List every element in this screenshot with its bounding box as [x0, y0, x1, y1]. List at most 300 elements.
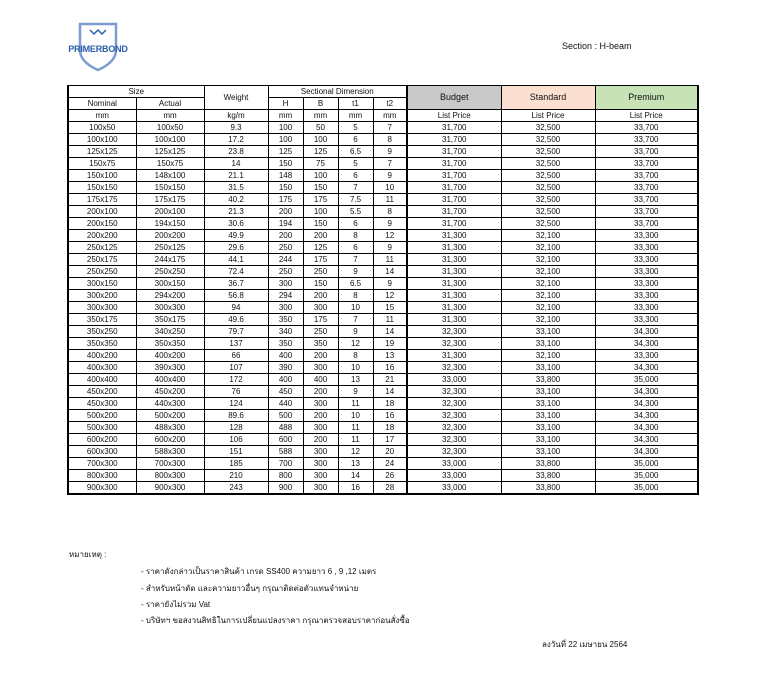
standard-header: Standard — [501, 86, 595, 110]
cell-b: 300 — [303, 482, 338, 495]
cell-b: 250 — [303, 326, 338, 338]
cell-budget: 31,700 — [407, 170, 501, 182]
cell-b: 125 — [303, 146, 338, 158]
table-row — [68, 122, 698, 134]
budget-header: Budget — [407, 86, 501, 110]
cell-standard: 33,100 — [501, 338, 595, 350]
table-row — [68, 482, 698, 495]
sectional-header: Sectional Dimension — [268, 86, 407, 98]
cell-h: 194 — [268, 218, 303, 230]
cell-premium: 33,700 — [595, 218, 698, 230]
cell-t1: 6.5 — [338, 278, 373, 290]
cell-premium: 33,300 — [595, 302, 698, 314]
cell-actual: 450x200 — [136, 386, 204, 398]
cell-premium: 35,000 — [595, 482, 698, 495]
unit-premium: List Price — [595, 110, 698, 122]
cell-h: 900 — [268, 482, 303, 495]
cell-budget: 31,300 — [407, 254, 501, 266]
cell-actual: 500x200 — [136, 410, 204, 422]
cell-budget: 31,700 — [407, 158, 501, 170]
cell-b: 200 — [303, 290, 338, 302]
cell-nominal: 800x300 — [68, 470, 136, 482]
units-row — [68, 110, 698, 122]
cell-t1: 12 — [338, 446, 373, 458]
cell-weight: 17.2 — [204, 134, 268, 146]
h-header: H — [268, 98, 303, 110]
cell-weight: 40.2 — [204, 194, 268, 206]
cell-h: 200 — [268, 206, 303, 218]
cell-premium: 34,300 — [595, 410, 698, 422]
cell-premium: 33,700 — [595, 146, 698, 158]
cell-premium: 33,700 — [595, 122, 698, 134]
cell-b: 150 — [303, 182, 338, 194]
cell-nominal: 500x300 — [68, 422, 136, 434]
cell-standard: 32,100 — [501, 350, 595, 362]
cell-t1: 6 — [338, 134, 373, 146]
cell-actual: 390x300 — [136, 362, 204, 374]
cell-actual: 350x175 — [136, 314, 204, 326]
cell-standard: 33,100 — [501, 386, 595, 398]
cell-budget: 31,700 — [407, 146, 501, 158]
cell-h: 150 — [268, 158, 303, 170]
cell-premium: 33,700 — [595, 194, 698, 206]
cell-t1: 6.5 — [338, 146, 373, 158]
cell-t2: 13 — [373, 350, 407, 362]
cell-weight: 106 — [204, 434, 268, 446]
unit-standard: List Price — [501, 110, 595, 122]
table-row — [68, 182, 698, 194]
cell-premium: 34,300 — [595, 446, 698, 458]
note-item: - สำหรับหน้าตัด และความยาวอื่นๆ กรุณาติดต่อตัวแทนจำหน่าย — [141, 584, 359, 593]
cell-premium: 33,700 — [595, 134, 698, 146]
cell-standard: 33,100 — [501, 410, 595, 422]
cell-b: 200 — [303, 350, 338, 362]
cell-t2: 26 — [373, 470, 407, 482]
cell-nominal: 250x250 — [68, 266, 136, 278]
cell-weight: 21.1 — [204, 170, 268, 182]
cell-standard: 32,100 — [501, 290, 595, 302]
logo-text: PRIMERBOND — [68, 44, 128, 54]
cell-standard: 33,100 — [501, 446, 595, 458]
table-row — [68, 362, 698, 374]
company-logo — [66, 20, 130, 72]
cell-actual: 200x100 — [136, 206, 204, 218]
cell-standard: 32,500 — [501, 218, 595, 230]
cell-standard: 32,500 — [501, 122, 595, 134]
note-item: - ราคายังไม่รวม Vat — [141, 600, 211, 609]
cell-nominal: 900x300 — [68, 482, 136, 495]
cell-nominal: 250x125 — [68, 242, 136, 254]
cell-premium: 33,300 — [595, 290, 698, 302]
cell-premium: 33,300 — [595, 266, 698, 278]
cell-t2: 9 — [373, 170, 407, 182]
cell-t1: 9 — [338, 266, 373, 278]
cell-t2: 18 — [373, 398, 407, 410]
cell-budget: 31,300 — [407, 302, 501, 314]
cell-nominal: 350x250 — [68, 326, 136, 338]
cell-t1: 8 — [338, 350, 373, 362]
cell-h: 100 — [268, 134, 303, 146]
cell-actual: 300x300 — [136, 302, 204, 314]
cell-standard: 33,100 — [501, 326, 595, 338]
notes-heading: หมายเหตุ : — [69, 550, 107, 559]
cell-weight: 31.5 — [204, 182, 268, 194]
cell-t2: 21 — [373, 374, 407, 386]
cell-actual: 300x150 — [136, 278, 204, 290]
cell-t2: 11 — [373, 314, 407, 326]
cell-t2: 11 — [373, 254, 407, 266]
cell-t2: 7 — [373, 158, 407, 170]
cell-standard: 33,800 — [501, 374, 595, 386]
table-row — [68, 278, 698, 290]
cell-t1: 14 — [338, 470, 373, 482]
cell-actual: 250x250 — [136, 266, 204, 278]
cell-actual: 175x175 — [136, 194, 204, 206]
unit-t1: mm — [338, 110, 373, 122]
cell-b: 100 — [303, 134, 338, 146]
cell-b: 300 — [303, 470, 338, 482]
cell-budget: 31,300 — [407, 266, 501, 278]
cell-nominal: 150x100 — [68, 170, 136, 182]
cell-b: 175 — [303, 254, 338, 266]
cell-nominal: 300x300 — [68, 302, 136, 314]
cell-actual: 200x200 — [136, 230, 204, 242]
table-row — [68, 470, 698, 482]
cell-nominal: 200x150 — [68, 218, 136, 230]
cell-standard: 33,800 — [501, 458, 595, 470]
cell-b: 300 — [303, 458, 338, 470]
cell-b: 150 — [303, 278, 338, 290]
cell-b: 150 — [303, 218, 338, 230]
cell-weight: 9.3 — [204, 122, 268, 134]
table-row — [68, 170, 698, 182]
table-row — [68, 314, 698, 326]
cell-h: 250 — [268, 242, 303, 254]
price-table-body — [68, 122, 698, 495]
cell-standard: 32,500 — [501, 146, 595, 158]
cell-t2: 28 — [373, 482, 407, 495]
cell-b: 250 — [303, 266, 338, 278]
cell-t2: 8 — [373, 206, 407, 218]
cell-b: 300 — [303, 302, 338, 314]
cell-b: 175 — [303, 194, 338, 206]
cell-t2: 10 — [373, 182, 407, 194]
cell-premium: 34,300 — [595, 386, 698, 398]
cell-standard: 32,100 — [501, 302, 595, 314]
cell-nominal: 450x200 — [68, 386, 136, 398]
cell-t2: 15 — [373, 302, 407, 314]
cell-premium: 35,000 — [595, 470, 698, 482]
cell-weight: 29.6 — [204, 242, 268, 254]
cell-t2: 16 — [373, 362, 407, 374]
table-row — [68, 134, 698, 146]
table-row — [68, 254, 698, 266]
cell-h: 488 — [268, 422, 303, 434]
cell-weight: 79.7 — [204, 326, 268, 338]
cell-budget: 31,300 — [407, 230, 501, 242]
cell-weight: 243 — [204, 482, 268, 495]
cell-standard: 32,500 — [501, 170, 595, 182]
cell-premium: 33,700 — [595, 182, 698, 194]
cell-weight: 23.8 — [204, 146, 268, 158]
cell-budget: 32,300 — [407, 398, 501, 410]
cell-weight: 49.9 — [204, 230, 268, 242]
cell-premium: 33,700 — [595, 170, 698, 182]
table-row — [68, 230, 698, 242]
cell-weight: 128 — [204, 422, 268, 434]
cell-t1: 8 — [338, 290, 373, 302]
cell-nominal: 175x175 — [68, 194, 136, 206]
cell-weight: 49.6 — [204, 314, 268, 326]
cell-actual: 150x150 — [136, 182, 204, 194]
cell-actual: 400x400 — [136, 374, 204, 386]
cell-h: 400 — [268, 350, 303, 362]
cell-actual: 350x350 — [136, 338, 204, 350]
cell-t2: 18 — [373, 422, 407, 434]
cell-b: 300 — [303, 398, 338, 410]
cell-h: 450 — [268, 386, 303, 398]
cell-weight: 56.8 — [204, 290, 268, 302]
table-row — [68, 302, 698, 314]
cell-t1: 7 — [338, 314, 373, 326]
table-row — [68, 266, 698, 278]
issue-date: ลงวันที่ 22 เมษายน 2564 — [542, 640, 628, 649]
cell-h: 390 — [268, 362, 303, 374]
cell-t2: 17 — [373, 434, 407, 446]
unit-budget: List Price — [407, 110, 501, 122]
cell-t1: 8 — [338, 230, 373, 242]
cell-standard: 32,100 — [501, 230, 595, 242]
cell-nominal: 350x350 — [68, 338, 136, 350]
cell-budget: 31,700 — [407, 206, 501, 218]
cell-t2: 14 — [373, 266, 407, 278]
table-row — [68, 410, 698, 422]
cell-budget: 31,300 — [407, 278, 501, 290]
cell-actual: 440x300 — [136, 398, 204, 410]
cell-premium: 33,300 — [595, 230, 698, 242]
cell-actual: 150x75 — [136, 158, 204, 170]
cell-nominal: 400x200 — [68, 350, 136, 362]
cell-h: 150 — [268, 182, 303, 194]
cell-t2: 12 — [373, 290, 407, 302]
cell-budget: 31,700 — [407, 218, 501, 230]
cell-nominal: 450x300 — [68, 398, 136, 410]
cell-premium: 33,300 — [595, 350, 698, 362]
size-header: Size — [68, 86, 204, 98]
cell-actual: 250x125 — [136, 242, 204, 254]
cell-b: 300 — [303, 446, 338, 458]
cell-premium: 34,300 — [595, 326, 698, 338]
unit-b: mm — [303, 110, 338, 122]
cell-weight: 21.3 — [204, 206, 268, 218]
cell-nominal: 600x300 — [68, 446, 136, 458]
cell-premium: 33,700 — [595, 158, 698, 170]
cell-weight: 89.6 — [204, 410, 268, 422]
cell-budget: 32,300 — [407, 410, 501, 422]
cell-h: 600 — [268, 434, 303, 446]
cell-standard: 33,100 — [501, 362, 595, 374]
cell-h: 350 — [268, 314, 303, 326]
cell-weight: 44.1 — [204, 254, 268, 266]
unit-actual: mm — [136, 110, 204, 122]
cell-b: 300 — [303, 422, 338, 434]
cell-premium: 34,300 — [595, 422, 698, 434]
actual-header: Actual — [136, 98, 204, 110]
cell-b: 200 — [303, 230, 338, 242]
cell-standard: 33,100 — [501, 398, 595, 410]
cell-weight: 72.4 — [204, 266, 268, 278]
cell-premium: 34,300 — [595, 398, 698, 410]
unit-weight: kg/m — [204, 110, 268, 122]
cell-t1: 7 — [338, 182, 373, 194]
cell-h: 100 — [268, 122, 303, 134]
cell-budget: 33,000 — [407, 470, 501, 482]
cell-nominal: 250x175 — [68, 254, 136, 266]
cell-standard: 32,500 — [501, 158, 595, 170]
cell-budget: 31,700 — [407, 134, 501, 146]
cell-t2: 24 — [373, 458, 407, 470]
price-table — [67, 85, 699, 495]
cell-actual: 294x200 — [136, 290, 204, 302]
cell-budget: 31,300 — [407, 350, 501, 362]
cell-standard: 33,100 — [501, 422, 595, 434]
table-row — [68, 374, 698, 386]
cell-t2: 20 — [373, 446, 407, 458]
cell-premium: 34,300 — [595, 338, 698, 350]
cell-standard: 32,100 — [501, 266, 595, 278]
cell-t1: 6 — [338, 170, 373, 182]
cell-weight: 94 — [204, 302, 268, 314]
cell-actual: 600x200 — [136, 434, 204, 446]
cell-h: 300 — [268, 302, 303, 314]
cell-b: 200 — [303, 434, 338, 446]
cell-h: 125 — [268, 146, 303, 158]
cell-t1: 11 — [338, 434, 373, 446]
cell-actual: 700x300 — [136, 458, 204, 470]
t2-header: t2 — [373, 98, 407, 110]
cell-b: 125 — [303, 242, 338, 254]
cell-h: 340 — [268, 326, 303, 338]
cell-standard: 32,500 — [501, 206, 595, 218]
cell-actual: 588x300 — [136, 446, 204, 458]
cell-budget: 33,000 — [407, 458, 501, 470]
cell-actual: 800x300 — [136, 470, 204, 482]
cell-standard: 32,100 — [501, 278, 595, 290]
cell-actual: 900x300 — [136, 482, 204, 495]
cell-nominal: 100x50 — [68, 122, 136, 134]
table-row — [68, 146, 698, 158]
cell-nominal: 500x200 — [68, 410, 136, 422]
cell-nominal: 300x200 — [68, 290, 136, 302]
table-row — [68, 422, 698, 434]
cell-h: 440 — [268, 398, 303, 410]
table-row — [68, 218, 698, 230]
cell-premium: 34,300 — [595, 434, 698, 446]
cell-premium: 33,300 — [595, 254, 698, 266]
cell-standard: 32,100 — [501, 254, 595, 266]
cell-h: 700 — [268, 458, 303, 470]
cell-t2: 14 — [373, 326, 407, 338]
cell-h: 250 — [268, 266, 303, 278]
cell-weight: 185 — [204, 458, 268, 470]
cell-nominal: 200x200 — [68, 230, 136, 242]
table-row — [68, 242, 698, 254]
cell-budget: 31,300 — [407, 290, 501, 302]
cell-nominal: 700x300 — [68, 458, 136, 470]
cell-t2: 7 — [373, 122, 407, 134]
table-row — [68, 206, 698, 218]
cell-budget: 31,300 — [407, 314, 501, 326]
cell-weight: 36.7 — [204, 278, 268, 290]
cell-t1: 13 — [338, 458, 373, 470]
cell-actual: 100x50 — [136, 122, 204, 134]
cell-t2: 11 — [373, 194, 407, 206]
cell-premium: 34,300 — [595, 362, 698, 374]
cell-b: 350 — [303, 338, 338, 350]
cell-h: 200 — [268, 230, 303, 242]
cell-nominal: 400x400 — [68, 374, 136, 386]
unit-h: mm — [268, 110, 303, 122]
b-header: B — [303, 98, 338, 110]
cell-t1: 10 — [338, 302, 373, 314]
unit-t2: mm — [373, 110, 407, 122]
cell-b: 50 — [303, 122, 338, 134]
cell-standard: 33,800 — [501, 482, 595, 495]
cell-standard: 33,800 — [501, 470, 595, 482]
cell-standard: 32,500 — [501, 134, 595, 146]
cell-h: 148 — [268, 170, 303, 182]
cell-h: 175 — [268, 194, 303, 206]
cell-b: 175 — [303, 314, 338, 326]
cell-premium: 33,700 — [595, 206, 698, 218]
cell-actual: 125x125 — [136, 146, 204, 158]
cell-budget: 31,700 — [407, 122, 501, 134]
cell-standard: 32,500 — [501, 194, 595, 206]
cell-t1: 7.5 — [338, 194, 373, 206]
cell-b: 75 — [303, 158, 338, 170]
cell-weight: 210 — [204, 470, 268, 482]
cell-b: 100 — [303, 206, 338, 218]
cell-t1: 9 — [338, 326, 373, 338]
table-row — [68, 158, 698, 170]
cell-nominal: 300x150 — [68, 278, 136, 290]
cell-h: 800 — [268, 470, 303, 482]
cell-premium: 33,300 — [595, 278, 698, 290]
cell-t2: 12 — [373, 230, 407, 242]
header-row-1 — [68, 86, 698, 98]
cell-standard: 33,100 — [501, 434, 595, 446]
table-row — [68, 458, 698, 470]
table-row — [68, 194, 698, 206]
table-row — [68, 434, 698, 446]
cell-budget: 32,300 — [407, 362, 501, 374]
cell-budget: 32,300 — [407, 434, 501, 446]
note-item: - บริษัทฯ ขอสงวนสิทธิในการเปลี่ยนแปลงราคา กรุณาตรวจสอบราคาก่อนสั่งซื้อ — [141, 616, 410, 625]
cell-premium: 33,300 — [595, 242, 698, 254]
cell-weight: 124 — [204, 398, 268, 410]
cell-standard: 32,100 — [501, 314, 595, 326]
cell-t1: 10 — [338, 410, 373, 422]
cell-nominal: 150x75 — [68, 158, 136, 170]
table-row — [68, 398, 698, 410]
cell-h: 300 — [268, 278, 303, 290]
unit-nominal: mm — [68, 110, 136, 122]
cell-premium: 35,000 — [595, 374, 698, 386]
cell-t2: 19 — [373, 338, 407, 350]
cell-t1: 13 — [338, 374, 373, 386]
cell-weight: 30.6 — [204, 218, 268, 230]
premium-header: Premium — [595, 86, 698, 110]
